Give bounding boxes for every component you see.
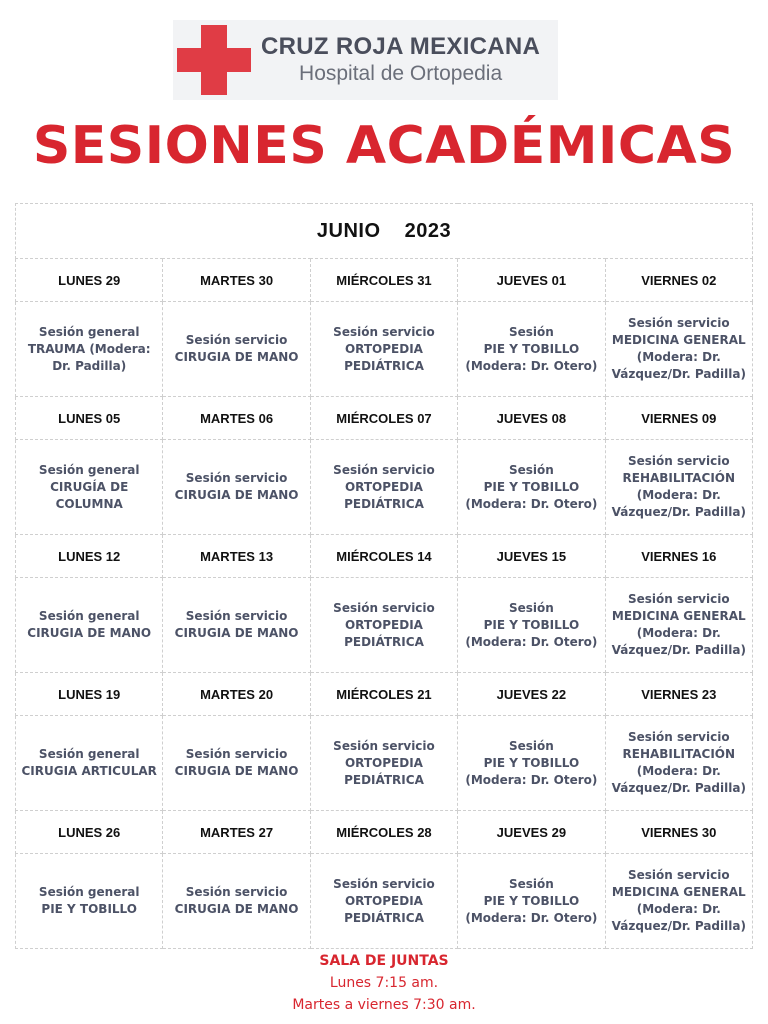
session-cell: Sesión servicio CIRUGIA DE MANO xyxy=(163,440,310,535)
day-label: VIERNES 30 xyxy=(605,811,752,854)
day-label: JUEVES 29 xyxy=(458,811,605,854)
day-label: JUEVES 08 xyxy=(458,397,605,440)
day-label: MARTES 06 xyxy=(163,397,310,440)
day-label: MIÉRCOLES 21 xyxy=(310,673,457,716)
session-cell: Sesión servicio REHABILITACIÓN (Modera: Dr. Vázquez/Dr. Padilla) xyxy=(605,440,752,535)
session-cell: Sesión servicio CIRUGIA DE MANO xyxy=(163,716,310,811)
day-label: VIERNES 23 xyxy=(605,673,752,716)
day-label: VIERNES 02 xyxy=(605,259,752,302)
session-cell: Sesión servicio REHABILITACIÓN (Modera: Dr. Vázquez/Dr. Padilla) xyxy=(605,716,752,811)
monday-schedule-text: Lunes 7:15 am. xyxy=(329,975,439,991)
session-cell: Sesión general PIE Y TOBILLO xyxy=(16,854,163,949)
session-cell: Sesión servicio MEDICINA GENERAL (Modera: Dr. Vázquez/Dr. Padilla) xyxy=(605,854,752,949)
day-header-row xyxy=(16,811,753,854)
day-label: VIERNES 16 xyxy=(605,535,752,578)
day-header-row xyxy=(16,259,753,302)
day-label: MARTES 20 xyxy=(163,673,310,716)
day-label: LUNES 05 xyxy=(16,397,163,440)
session-cell: Sesión servicio CIRUGIA DE MANO xyxy=(163,578,310,673)
session-cell: Sesión servicio ORTOPEDIA PEDIÁTRICA xyxy=(310,440,457,535)
day-label: LUNES 26 xyxy=(16,811,163,854)
day-header-row xyxy=(16,535,753,578)
day-header-row xyxy=(16,673,753,716)
session-cell: Sesión PIE Y TOBILLO (Modera: Dr. Otero) xyxy=(458,854,605,949)
month-header: JUNIO 2023 xyxy=(16,204,753,259)
session-cell: Sesión servicio ORTOPEDIA PEDIÁTRICA xyxy=(310,854,457,949)
schedule-table xyxy=(15,203,753,949)
session-cell: Sesión servicio MEDICINA GENERAL (Modera: Dr. Vázquez/Dr. Padilla) xyxy=(605,578,752,673)
day-label: MIÉRCOLES 31 xyxy=(310,259,457,302)
day-label: MIÉRCOLES 28 xyxy=(310,811,457,854)
session-cell: Sesión general TRAUMA (Modera: Dr. Padilla) xyxy=(16,302,163,397)
session-row xyxy=(16,302,753,397)
day-label: JUEVES 22 xyxy=(458,673,605,716)
session-row xyxy=(16,440,753,535)
cruz-roja-logo xyxy=(173,20,558,100)
day-label: MIÉRCOLES 14 xyxy=(310,535,457,578)
session-cell: Sesión general CIRUGIA DE MANO xyxy=(16,578,163,673)
day-label: JUEVES 15 xyxy=(458,535,605,578)
session-row xyxy=(16,716,753,811)
session-cell: Sesión servicio ORTOPEDIA PEDIÁTRICA xyxy=(310,716,457,811)
logo-text xyxy=(261,34,540,86)
session-cell: Sesión servicio CIRUGIA DE MANO xyxy=(163,302,310,397)
day-label: LUNES 12 xyxy=(16,535,163,578)
day-label: JUEVES 01 xyxy=(458,259,605,302)
session-cell: Sesión servicio ORTOPEDIA PEDIÁTRICA xyxy=(310,302,457,397)
day-label: MARTES 30 xyxy=(163,259,310,302)
session-cell: Sesión PIE Y TOBILLO (Modera: Dr. Otero) xyxy=(458,578,605,673)
day-label: MIÉRCOLES 07 xyxy=(310,397,457,440)
session-row xyxy=(16,854,753,949)
session-cell: Sesión servicio CIRUGIA DE MANO xyxy=(163,854,310,949)
day-label: MARTES 13 xyxy=(163,535,310,578)
session-cell: Sesión general CIRUGÍA DE COLUMNA xyxy=(16,440,163,535)
logo-title: CRUZ ROJA MEXICANA xyxy=(261,33,541,61)
meeting-room-title: SALA DE JUNTAS xyxy=(319,953,449,969)
session-cell: Sesión PIE Y TOBILLO (Modera: Dr. Otero) xyxy=(458,302,605,397)
weekday-schedule-text: Martes a viernes 7:30 am. xyxy=(292,997,476,1013)
session-cell: Sesión general CIRUGIA ARTICULAR xyxy=(16,716,163,811)
day-label: LUNES 19 xyxy=(16,673,163,716)
logo-subtitle: Hospital de Ortopedia xyxy=(299,61,503,85)
session-cell: Sesión servicio ORTOPEDIA PEDIÁTRICA xyxy=(310,578,457,673)
page-title: SESIONES ACADÉMICAS xyxy=(32,116,736,176)
day-label: LUNES 29 xyxy=(16,259,163,302)
day-header-row xyxy=(16,397,753,440)
session-cell: Sesión PIE Y TOBILLO (Modera: Dr. Otero) xyxy=(458,716,605,811)
session-cell: Sesión servicio MEDICINA GENERAL (Modera: Dr. Vázquez/Dr. Padilla) xyxy=(605,302,752,397)
day-label: MARTES 27 xyxy=(163,811,310,854)
session-cell: Sesión PIE Y TOBILLO (Modera: Dr. Otero) xyxy=(458,440,605,535)
red-cross-icon xyxy=(177,25,251,95)
day-label: VIERNES 09 xyxy=(605,397,752,440)
session-row xyxy=(16,578,753,673)
